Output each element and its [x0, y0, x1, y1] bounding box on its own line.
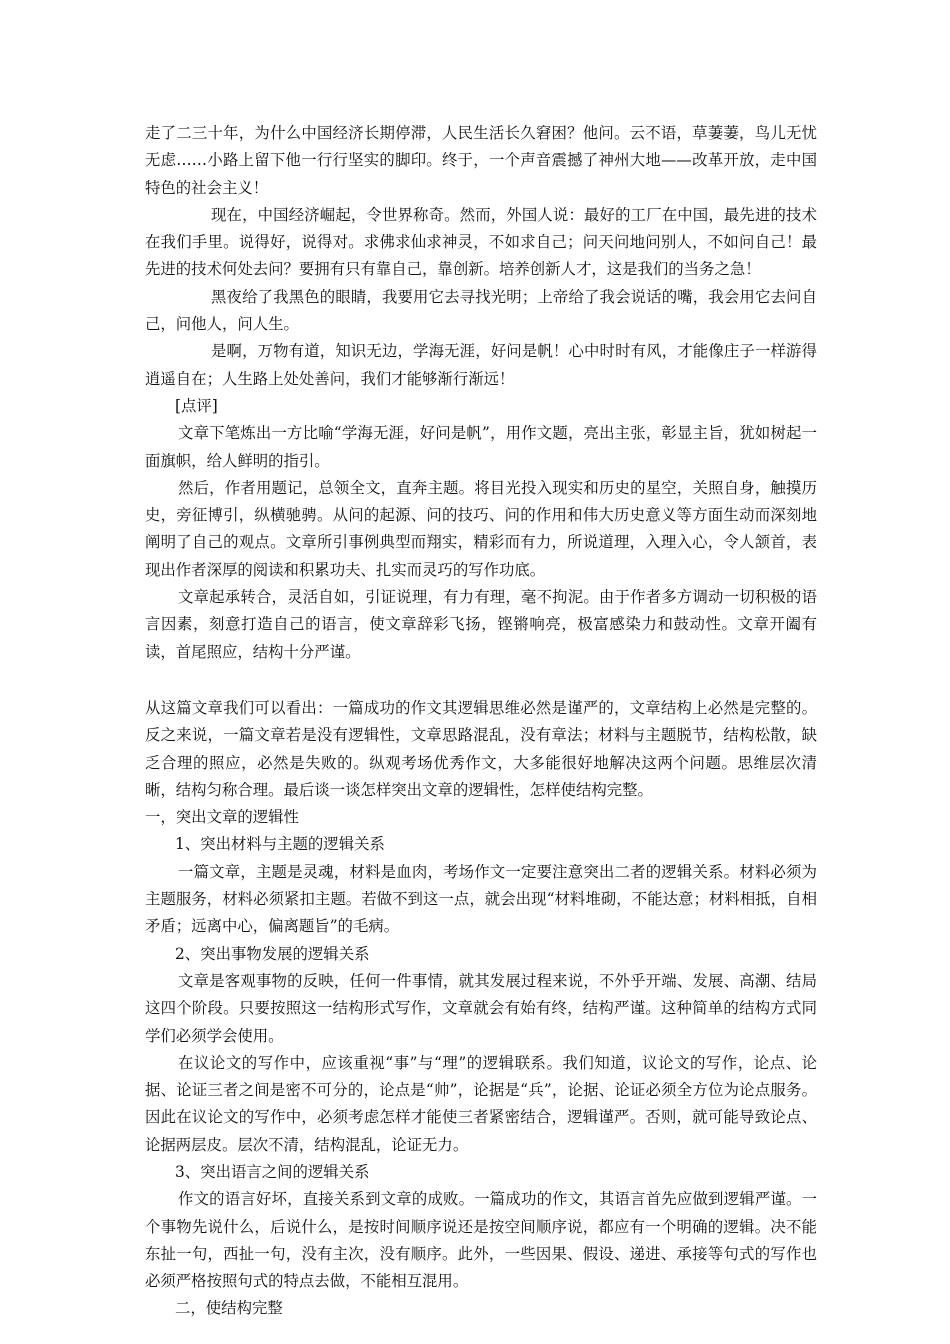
subheading-development: 2、突出事物发展的逻辑关系: [175, 944, 370, 963]
subheading-material-theme: 1、突出材料与主题的逻辑关系: [175, 835, 385, 854]
development-body-2: 在议论文的写作中，应该重视“事”与“理”的逻辑联系。我们知道，议论文的写作，论点、论据、论证三者之间是密不可分的，论点是“帅”，论据是“兵”，论据、论证必须全方位为论点服务。因此在议论文的写作中，必须考虑怎样才能使三者紧密结合，逻辑谨严。否则，就可能导致论点、论据两层皮。层次不清，结构混乱，论证无力。: [145, 1053, 817, 1154]
material-theme-body: 一篇文章，主题是灵魂，材料是血肉，考场作文一定要注意突出二者的逻辑关系。材料必须为主题服务，材料必须紧扣主题。若做不到这一点，就会出现“材料堆砌，不能达意；材料相抵，自相矛盾；远离中心，偏离题旨”的毛病。: [145, 862, 817, 936]
subheading-language: 3、突出语言之间的逻辑关系: [175, 1162, 370, 1181]
essay-paragraph-4: 是啊，万物有道，知识无边，学海无涯，好问是帆！心中时时有风，才能像庄子一样游得逍遥自在；人生路上处处善问，我们才能够渐行渐远！: [145, 342, 817, 388]
development-body-1: 文章是客观事物的反映，任何一件事情，就其发展过程来说，不外乎开端、发展、高潮、结局这四个阶段。只要按照这一结构形式写作，文章就会有始有终，结构严谨。这种简单的结构方式同学们必须学会使用。: [145, 971, 817, 1045]
document-page: [145, 120, 817, 1323]
essay-paragraph-3: 黑夜给了我黑色的眼睛，我要用它去寻找光明；上帝给了我会说话的嘴，我会用它去问自己，问他人，问人生。: [145, 287, 817, 334]
essay-paragraph-1: 走了二三十年，为什么中国经济长期停滞，人民生活长久窘困？他问。云不语，草萋萋，鸟儿无忧无虑……小路上留下他一行行坚实的脚印。终于，一个声音震撼了神州大地——改革开放，走中国特色的社会主义！: [145, 124, 817, 197]
comment-paragraph-1: 文章下笔炼出一方比喻“学海无涯，好问是帆”，用作文题，亮出主张，彰显主旨，犹如树起一面旗帜，给人鲜明的指引。: [145, 424, 817, 470]
section-gap: [145, 666, 817, 695]
essay-paragraph-2: 现在，中国经济崛起，令世界称奇。然而，外国人说：最好的工厂在中国，最先进的技术在我们手里。说得好，说得对。求佛求仙求神灵，不如求自己；问天问地问别人，不如问自己！最先进的技术何处去问？要拥有只有靠自己，靠创新。培养创新人才，这是我们的当务之急！: [145, 205, 817, 279]
heading-logic: 一，突出文章的逻辑性: [145, 808, 299, 827]
heading-structure: 二，使结构完整: [175, 1299, 283, 1318]
comment-paragraph-2: 然后，作者用题记，总领全文，直奔主题。将目光投入现实和历史的星空，关照自身，触摸历史，旁征博引，纵横驰骋。从问的起源、问的技巧、问的作用和伟大历史意义等方面生动而深刻地阐明了自己的观点。文章所引事例典型而翔实，精彩而有力，所说道理，入理入心，令人颔首，表现出作者深厚的阅读和积累功夫、扎实而灵巧的写作功底。: [145, 478, 817, 579]
comment-paragraph-3: 文章起承转合，灵活自如，引证说理，有力有理，毫不拘泥。由于作者多方调动一切积极的语言因素，刻意打造自己的语言，使文章辞彩飞扬，铿锵响亮，极富感染力和鼓动性。文章开阖有读，首尾照应，结构十分严谨。: [145, 588, 817, 661]
analysis-intro: 从这篇文章我们可以看出：一篇成功的作文其逻辑思维必然是谨严的，文章结构上必然是完整的。反之来说，一篇文章若是没有逻辑性，文章思路混乱，没有章法；材料与主题脱节，结构松散，缺乏合理的照应，必然是失败的。纵观考场优秀作文，大多能很好地解决这两个问题。思维层次清晰，结构匀称合理。最后谈一谈怎样突出文章的逻辑性，怎样使结构完整。: [145, 698, 817, 799]
comment-label: [点评]: [175, 396, 218, 415]
language-body: 作文的语言好坏，直接关系到文章的成败。一篇成功的作文，其语言首先应做到逻辑严谨。一个事物先说什么，后说什么，是按时间顺序说还是按空间顺序说，都应有一个明确的逻辑。决不能东扯一句，西扯一句，没有主次，没有顺序。此外，一些因果、假设、递进、承接等句式的写作也必须严格按照句式的特点去做，不能相互混用。: [145, 1190, 817, 1291]
